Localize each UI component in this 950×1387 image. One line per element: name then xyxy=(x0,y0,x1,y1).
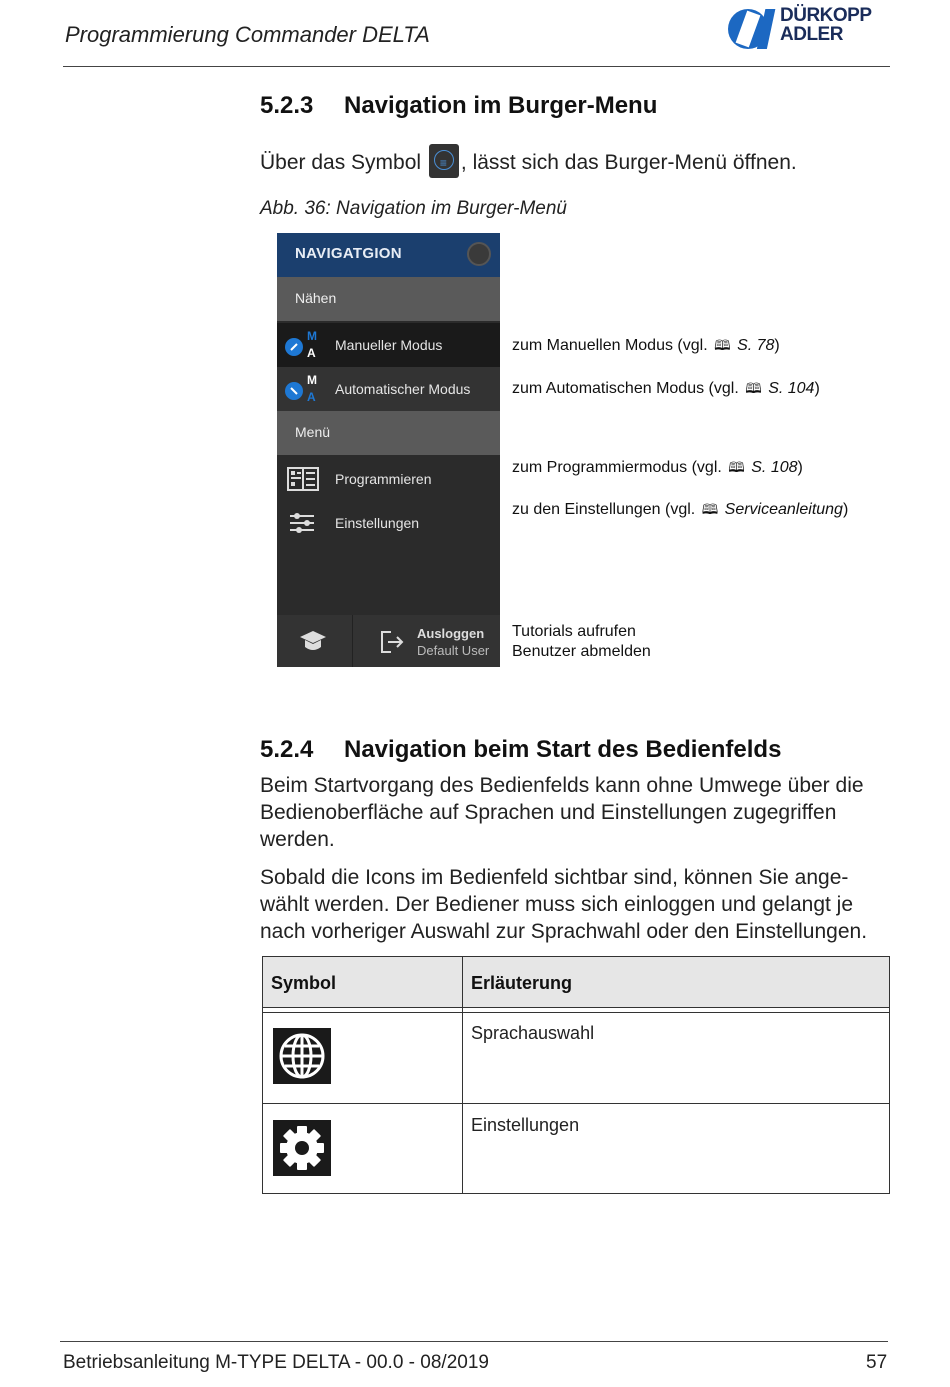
book-icon: 🕮 xyxy=(745,380,762,396)
menu-section-menu-label: Menü xyxy=(295,424,331,440)
intro-text-start: Über das Symbol xyxy=(260,151,422,174)
graduation-cap-icon[interactable] xyxy=(299,627,327,655)
menu-section-sewing-label: Nähen xyxy=(295,290,337,306)
footer-page-number: 57 xyxy=(866,1352,888,1373)
symbol-table xyxy=(262,956,890,1194)
burger-intro-text xyxy=(260,144,797,178)
menu-section-menu xyxy=(277,411,500,455)
menu-bottom-separator xyxy=(352,615,353,667)
menu-item-settings[interactable] xyxy=(277,501,500,545)
programming-icon xyxy=(287,467,319,491)
annotation-logout: Benutzer abmelden xyxy=(512,643,651,660)
gear-icon xyxy=(273,1120,331,1176)
table-header-symbol: Symbol xyxy=(271,973,337,993)
logout-user-name: Default User xyxy=(417,643,490,658)
intro-text-end: , lässt sich das Burger-Menü öffnen. xyxy=(460,151,797,174)
menu-item-automatic-label: Automatischer Modus xyxy=(335,381,471,397)
section-number: 5.2.4 xyxy=(260,736,314,763)
logout-icon[interactable] xyxy=(379,629,405,655)
menu-close-icon[interactable] xyxy=(467,242,491,266)
menu-item-settings-label: Einstellungen xyxy=(335,515,420,531)
menu-item-automatic-mode[interactable] xyxy=(277,367,500,411)
table-row-language-label: Sprachauswahl xyxy=(471,1023,595,1043)
table-header-double-line xyxy=(263,1012,889,1013)
menu-header xyxy=(277,233,500,277)
book-icon: 🕮 xyxy=(728,459,745,475)
section-title: Navigation beim Start des Bedienfelds xyxy=(344,736,782,763)
annotation-manual-mode: zum Manuellen Modus (vgl. 🕮 S. 78) xyxy=(512,335,780,359)
section-5-2-3-heading xyxy=(260,92,657,120)
automatic-mode-icon: M A xyxy=(285,373,325,407)
menu-header-title: NAVIGATGION xyxy=(295,245,402,262)
startup-paragraph-1: Beim Startvorgang des Bedienfelds kann ohne Umwege über die Bedienoberfläche auf Sprachen und Einstellungen zugegriffen werden. xyxy=(260,774,864,851)
figure-caption: Abb. 36: Navigation im Burger-Menü xyxy=(260,198,567,219)
menu-item-programming-label: Programmieren xyxy=(335,471,432,487)
menu-section-sewing xyxy=(277,277,500,321)
logo-line-1: DÜRKOPP xyxy=(780,5,872,26)
section-5-2-4-heading xyxy=(260,736,781,764)
logout-label[interactable]: Ausloggen xyxy=(417,626,485,641)
table-column-divider xyxy=(462,957,463,1193)
table-row-divider xyxy=(263,1103,889,1104)
table-header xyxy=(263,957,889,1008)
annotation-settings: zu den Einstellungen (vgl. 🕮 Serviceanleitung) xyxy=(512,499,848,523)
burger-menu-icon xyxy=(429,144,459,178)
section-number: 5.2.3 xyxy=(260,92,314,119)
annotation-automatic-mode: zum Automatischen Modus (vgl. 🕮 S. 104) xyxy=(512,378,820,402)
footer-divider xyxy=(60,1341,888,1342)
header-title: Programmierung Commander DELTA xyxy=(65,22,430,47)
menu-item-manual-label: Manueller Modus xyxy=(335,337,443,353)
book-icon: 🕮 xyxy=(701,501,719,517)
table-row-settings-label: Einstellungen xyxy=(471,1115,580,1135)
menu-item-manual-mode[interactable] xyxy=(277,323,500,367)
globe-icon xyxy=(273,1028,331,1084)
logo-text xyxy=(780,6,872,44)
footer-document-info: Betriebsanleitung M-TYPE DELTA - 00.0 - 08/2019 xyxy=(63,1352,489,1373)
burger-menu-screenshot xyxy=(277,233,500,667)
annotation-programming: zum Programmiermodus (vgl. 🕮 S. 108) xyxy=(512,457,803,481)
manual-mode-icon: M A xyxy=(285,329,325,363)
logo-line-2: ADLER xyxy=(780,24,843,45)
section-title: Navigation im Burger-Menu xyxy=(344,92,658,119)
book-icon: 🕮 xyxy=(714,337,731,353)
annotation-tutorials: Tutorials aufrufen xyxy=(512,623,636,640)
menu-item-programming[interactable] xyxy=(277,457,500,501)
table-header-explanation: Erläuterung xyxy=(471,973,573,993)
startup-paragraph-2: Sobald die Icons im Bedienfeld sichtbar sind, können Sie ange-wählt werden. Der Bediener muss sich einloggen und gelangt je nach vorheriger Auswahl zur Sprachwahl oder den Einstellungen. xyxy=(260,866,868,943)
sliders-icon xyxy=(288,511,316,535)
header-divider xyxy=(63,66,890,67)
